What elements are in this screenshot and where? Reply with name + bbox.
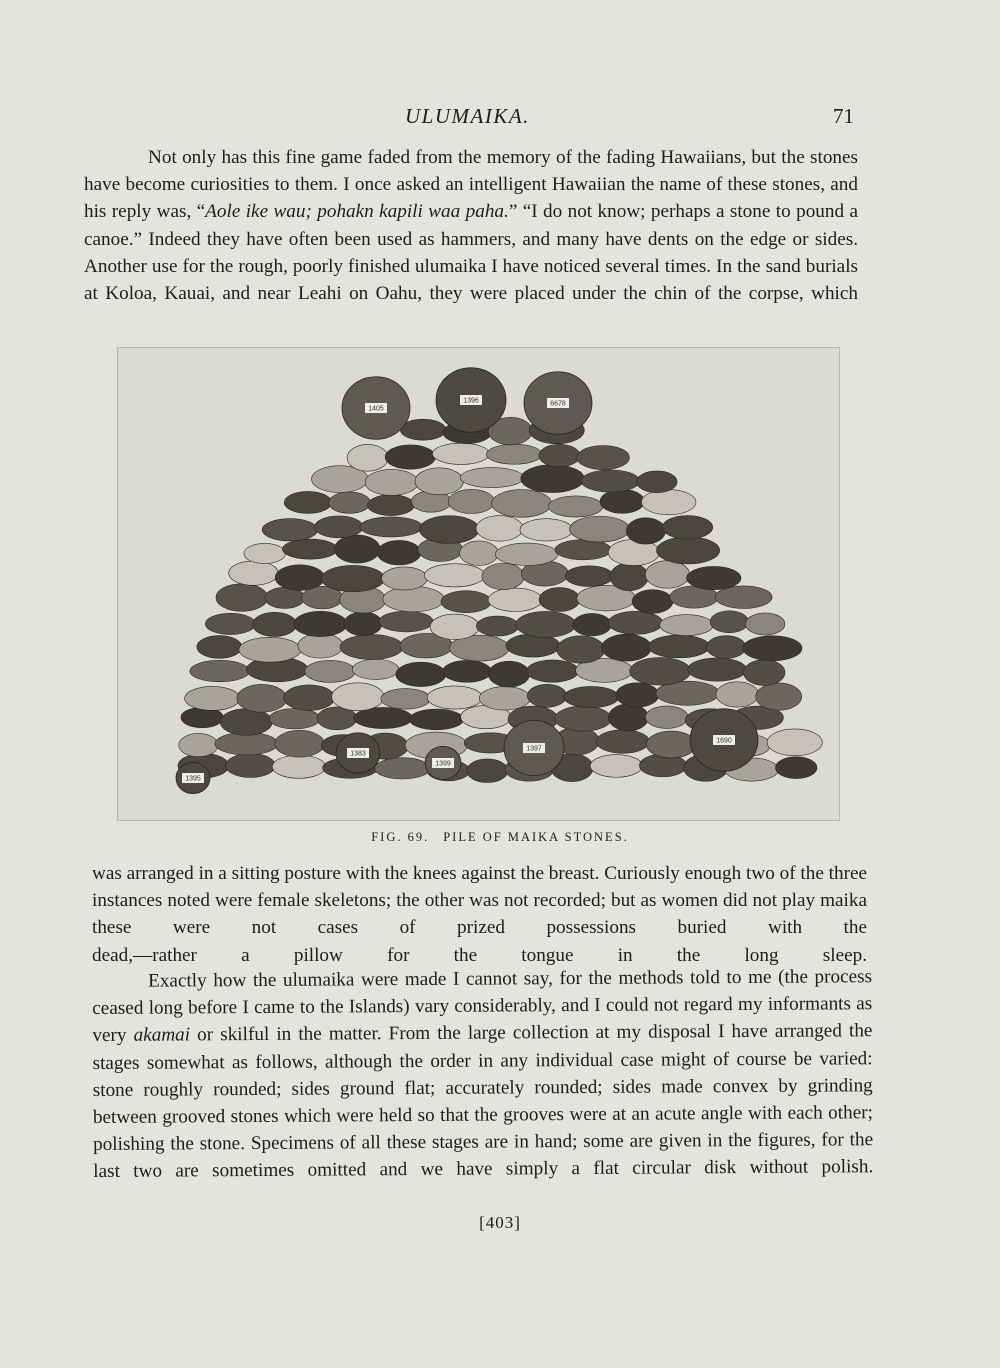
para-3-last-line: dead,—rather a pillow for the tongue in the long sleep. [92, 944, 867, 966]
stone [527, 660, 579, 682]
stone [646, 731, 696, 758]
stone [608, 704, 648, 731]
stone [656, 537, 719, 564]
stone [432, 443, 489, 464]
stone [706, 636, 745, 659]
hawaiian-quote: Aole ike wau; pohakn kapili waa paha. [205, 201, 509, 223]
stone [744, 660, 785, 686]
stone [262, 519, 318, 541]
stone [521, 465, 584, 493]
stone [237, 684, 287, 712]
stone [608, 611, 662, 634]
stone [197, 636, 242, 659]
stone [743, 636, 802, 661]
stone [662, 516, 712, 540]
stone [400, 419, 446, 440]
catalogue-number: 1395 [185, 775, 201, 783]
stone [479, 687, 530, 711]
stone [367, 495, 414, 516]
stone [284, 491, 331, 513]
stone [252, 612, 296, 636]
stone [641, 490, 696, 515]
stone [527, 684, 566, 707]
stone [632, 590, 673, 614]
stone [600, 489, 644, 513]
stone [430, 614, 479, 639]
stone [379, 611, 433, 632]
stone [688, 658, 747, 681]
stone [564, 686, 619, 707]
stone [460, 541, 499, 566]
stone [282, 539, 337, 559]
stone [660, 615, 713, 636]
stone [570, 516, 630, 542]
stone [467, 759, 508, 783]
stone [239, 637, 301, 662]
stone [375, 758, 430, 779]
stone [381, 567, 427, 590]
stone [745, 613, 784, 635]
stone [476, 516, 523, 542]
stone [305, 660, 356, 682]
stone [409, 709, 463, 730]
stone [329, 492, 371, 513]
stone [596, 730, 649, 754]
stone [352, 659, 399, 679]
stone [347, 444, 388, 471]
stone [360, 517, 423, 537]
catalogue-number: 1690 [716, 737, 732, 745]
stone [460, 468, 523, 488]
stone [443, 660, 492, 682]
stone [190, 660, 250, 681]
stone [645, 561, 689, 589]
stone [216, 584, 268, 612]
stone [298, 633, 343, 658]
stone [321, 565, 384, 591]
figure-caption [0, 830, 1000, 845]
stone [687, 566, 741, 589]
figure-photo-maika-stones [117, 347, 840, 821]
stone [549, 496, 603, 517]
page-number: 71 [833, 104, 854, 128]
stone [630, 658, 691, 686]
stone [488, 588, 542, 611]
stone [539, 588, 580, 612]
stone [215, 732, 278, 755]
para-4-last-line: last two are sometimes omitted and we have simply a flat circular disk without polish. [93, 1156, 874, 1183]
running-head [0, 104, 1000, 134]
stone [488, 661, 529, 687]
stone [340, 635, 403, 660]
catalogue-number: 1397 [526, 745, 542, 753]
stone [710, 611, 748, 633]
stone [715, 586, 772, 609]
stone [495, 543, 558, 565]
para-3-text: was arranged in a sitting posture with the knees against the breast. Curiously enough two of the three instances noted were female skeletons; the other was not recorded; but as women did not play maika these were not cases of prized possessions buried with the [92, 863, 867, 939]
stone [185, 686, 240, 710]
stone [539, 444, 580, 466]
stone [383, 586, 444, 611]
stone [555, 540, 611, 560]
stone [516, 611, 576, 637]
stone [520, 519, 573, 541]
stone [244, 543, 285, 563]
stone [377, 540, 421, 565]
stone [294, 611, 347, 636]
stone [275, 565, 324, 591]
catalogue-number: 6678 [550, 400, 566, 408]
stone [590, 755, 642, 778]
stone [767, 729, 822, 756]
stone [448, 489, 495, 513]
stone [602, 634, 652, 661]
stone [229, 561, 279, 585]
stone [385, 445, 435, 469]
stone [581, 470, 639, 492]
stone [626, 518, 665, 544]
stone [492, 490, 552, 518]
stone [486, 444, 541, 464]
stone [441, 591, 491, 613]
stone [415, 468, 463, 495]
para-4-text-a: Exactly how the ulumaika were made I cannot say, for the methods told to me (the process ceased long before I came to the Islands) vary considerably, and I could not regard my informants as very [92, 966, 873, 1047]
stone [645, 706, 688, 728]
stone [284, 685, 335, 711]
running-title: ULUMAIKA. [405, 104, 530, 128]
stone [573, 613, 612, 635]
paragraph-burial-posture [92, 860, 867, 969]
stone [220, 709, 272, 736]
stone [565, 566, 613, 587]
stone [332, 683, 384, 711]
stone [756, 683, 802, 710]
para-1-text-c: ” “I do not know; perhaps a stone to pound a canoe.” Indeed they have often been used as hammers, and many have dents on the edge or sides. Another use for the rough, poorly finished ulumaika I have noticed several times. In the sand burials at Koloa, Kauai, and near Leahi on Oahu, they were placed under the chin of the corpse, which [84, 201, 858, 305]
stone [555, 706, 612, 731]
catalogue-number: 1383 [350, 750, 366, 758]
stone [344, 612, 382, 636]
stone [482, 563, 524, 589]
paragraph-manufacture-stages [92, 963, 873, 1185]
stone [334, 535, 380, 563]
stone [275, 730, 324, 757]
stone [179, 733, 218, 756]
stone [427, 686, 482, 709]
stone [269, 708, 320, 728]
figure-number: FIG. 69. [371, 830, 430, 844]
catalogue-number: 1396 [463, 397, 479, 405]
stone [616, 683, 659, 707]
stone [381, 689, 430, 710]
stone [637, 471, 678, 493]
stone [775, 757, 817, 779]
catalogue-number: 1399 [435, 760, 451, 768]
catalogue-number: 1405 [368, 405, 384, 413]
stone [396, 662, 446, 686]
stone [420, 516, 480, 544]
stone [557, 636, 605, 663]
stone [476, 616, 518, 636]
stone [315, 516, 363, 538]
paragraph-ulumaika-curiosities [84, 144, 858, 307]
signature-mark: [403] [479, 1213, 521, 1232]
stone [272, 755, 325, 778]
stone [365, 469, 418, 495]
stone [205, 613, 255, 634]
hawaiian-word: akamai [133, 1024, 191, 1047]
stone [577, 446, 629, 470]
para-1-text-a: Not only has this fine game faded from the memory of the fading Hawaiians, but the stones have become curiosities to them. I once asked an intelligent Hawaiian the name of these stones, and his reply was, “ [84, 147, 858, 223]
stone [648, 635, 709, 658]
stone [424, 564, 485, 587]
stone [716, 682, 759, 707]
stone [226, 753, 276, 777]
stone [610, 563, 648, 591]
figure-caption-text: PILE OF MAIKA STONES. [443, 830, 629, 844]
para-4-text-c: or skilful in the matter. From the large collection at my disposal I have arranged the stages somewhat as follows, although the order in any individual case might of course be varied: stone roughly rounded; sides ground flat; accurately rounded; sides made convex by grinding between grooved stones which were held so that the grooves were at an acute angle with each other; polishing the stone. Specimens of all these stages are in hand; some are given in the figures, for the [92, 1020, 874, 1156]
